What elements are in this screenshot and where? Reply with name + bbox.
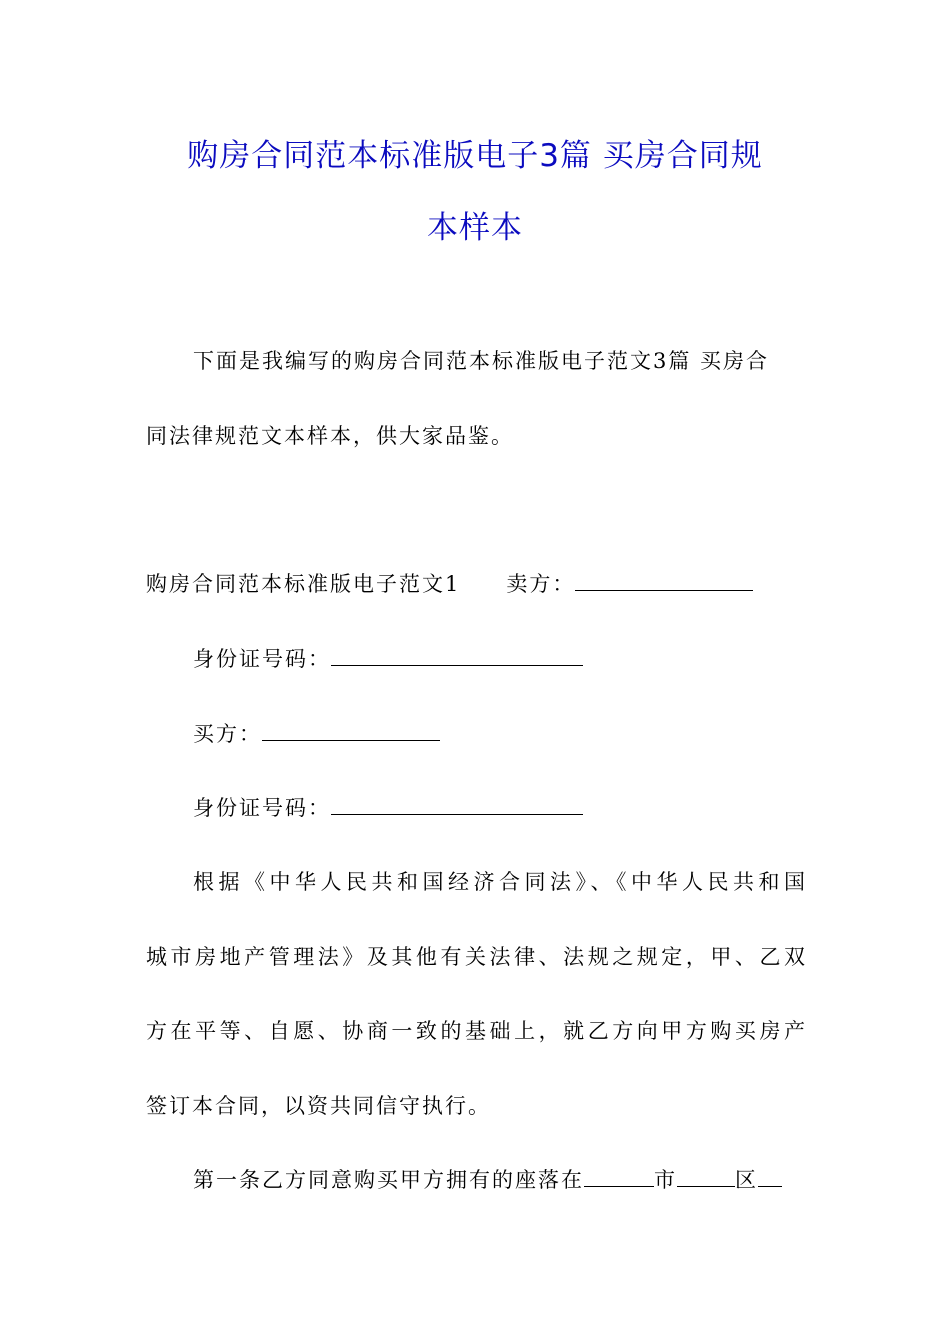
intro-line-2: 同法律规范文本样本，供大家品鉴。 [146,424,514,448]
buyer-blank [262,720,440,741]
district-label: 区 [735,1168,758,1192]
contract-heading: 购房合同范本标准版电子范文1 [146,572,461,596]
basis-line-1: 根据《中华人民共和国经济合同法》、《中华人民共和国 [193,870,805,894]
intro-line-1: 下面是我编写的购房合同范本标准版电子范文3篇 买房合 [193,349,770,373]
city-label: 市 [654,1168,677,1192]
seller-blank [575,570,753,591]
buyer-label: 买方： [193,722,262,746]
seller-label: 卖方： [506,572,576,596]
buyer-row [193,719,440,749]
basis-line-4: 签订本合同，以资共同信守执行。 [146,1094,491,1118]
basis-line-2: 城市房地产管理法》及其他有关法律、法规之规定，甲、乙双 [146,945,805,969]
buyer-id-label: 身份证号码： [193,796,331,820]
street-blank [758,1166,782,1187]
city-blank [584,1166,654,1187]
district-blank [677,1166,735,1187]
basis-line-3: 方在平等、自愿、协商一致的基础上，就乙方向甲方购买房产 [146,1019,805,1043]
article-1-text: 第一条乙方同意购买甲方拥有的座落在 [193,1168,584,1192]
contract-heading-row [146,569,753,599]
document-title-line-1: 购房合同范本标准版电子3篇 买房合同规 [187,138,763,174]
document-title-line-2: 本样本 [427,210,523,246]
buyer-id-row [193,793,583,823]
seller-id-blank [331,645,583,666]
seller-id-row [193,644,583,674]
article-1-row [193,1165,782,1195]
seller-id-label: 身份证号码： [193,647,331,671]
buyer-id-blank [331,794,583,815]
